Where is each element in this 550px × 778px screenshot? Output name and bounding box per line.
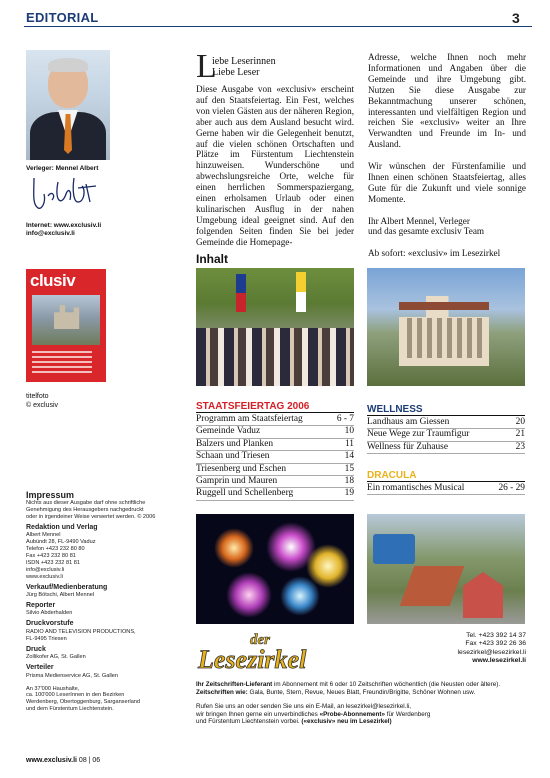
lesezirkel-text: Ihr Zeitschriften-Lieferant im Abonnement mit 6 oder 10 Zeitschriften wöchentlich (die Neusten oder ältere). Zeitschriften wie: Gala, Bunte, Stern, Revue, Neues Blatt, Freundin/Brigitte, Schöner Wohnen usw. Rufen Sie uns an oder senden Sie uns ein E-Mail, an lesezirkel@lesezirkel.li, wir bringen Ihnen gerne ein unverbindliches «Probe-Abonnement» für Werdenberg und Fürstentum Liechtenstein vorbei. («exclusiv» neu im Lesezirkel) bbox=[196, 681, 501, 726]
toc-heading: WELLNESS bbox=[367, 404, 423, 415]
impressum-line: RADIO AND TELEVISION PRODUCTIONS, bbox=[26, 628, 136, 635]
letter-greeting bbox=[212, 56, 276, 78]
lz-web[interactable]: www.lesezirkel.li bbox=[472, 656, 526, 664]
impressum-website[interactable]: www.exclusiv.li bbox=[26, 573, 63, 580]
distribution-line: Werdenberg, Obertoggenburg, Sarganserland bbox=[26, 699, 141, 706]
impressum-heading: Verkauf/Medienberatung bbox=[26, 583, 108, 591]
toc-item[interactable]: Gemeinde Vaduz 10 bbox=[196, 426, 354, 438]
page-number: 3 bbox=[512, 10, 520, 26]
footer bbox=[26, 757, 100, 764]
toc-wellness bbox=[367, 404, 525, 454]
titelfoto-label: titelfoto bbox=[26, 393, 49, 400]
cover-thumbnail bbox=[26, 269, 106, 382]
titelfoto-credit: © exclusiv bbox=[26, 401, 58, 409]
impressum-heading: Verteiler bbox=[26, 664, 54, 672]
dracula-photo bbox=[367, 514, 525, 624]
lz-email[interactable]: lesezirkel@lesezirkel.li bbox=[457, 648, 526, 656]
toc-item[interactable]: Ein romantisches Musical 26 - 29 bbox=[367, 483, 525, 495]
signature-image bbox=[28, 172, 98, 216]
logo-lesezirkel: Lesezirkel bbox=[198, 645, 307, 672]
fireworks-photo bbox=[196, 514, 354, 624]
distribution-line: und dem Fürstentum Liechtenstein. bbox=[26, 706, 114, 713]
publisher-portrait bbox=[26, 50, 110, 160]
logo-der: der bbox=[250, 632, 270, 648]
footer-url[interactable]: www.exclusiv.li bbox=[26, 757, 77, 764]
toc-dracula bbox=[367, 470, 525, 495]
impressum-heading: Redaktion und Verlag bbox=[26, 523, 98, 531]
impressum-line: Jürg Bötschi, Albert Mennel bbox=[26, 592, 95, 599]
toc-item[interactable]: Programm am Staatsfeiertag 6 - 7 bbox=[196, 414, 354, 426]
staatsfeiertag-photo bbox=[196, 268, 354, 386]
lz-tel: Tel. +423 392 14 37 bbox=[466, 632, 526, 639]
impressum-email[interactable]: info@exclusiv.li bbox=[26, 566, 65, 573]
toc-item[interactable]: Landhaus am Giessen 20 bbox=[367, 417, 525, 429]
cover-masthead: clusiv bbox=[30, 271, 76, 290]
letter-ps: Ab sofort: «exclusiv» im Lesezirkel bbox=[368, 248, 501, 259]
impressum bbox=[26, 490, 186, 713]
toc-heading: STAATSFEIERTAG 2006 bbox=[196, 401, 310, 412]
impressum-notice-line: oder in irgendeiner Weise verwertet werden. © 2006 bbox=[26, 513, 156, 520]
impressum-heading: Druckvorstufe bbox=[26, 620, 74, 628]
lesezirkel-contact bbox=[386, 632, 526, 665]
greeting-line-1: iebe Leserinnen bbox=[212, 56, 276, 67]
impressum-line: Fax +423 232 80 81 bbox=[26, 552, 76, 559]
toc-heading: DRACULA bbox=[367, 470, 417, 481]
toc-item[interactable]: Schaan und Triesen 14 bbox=[196, 451, 354, 463]
section-title: EDITORIAL bbox=[26, 10, 99, 25]
toc-item[interactable]: Balzers und Planken 11 bbox=[196, 439, 354, 451]
impressum-line: ISDN +423 232 81 81 bbox=[26, 559, 80, 566]
impressum-line: Aubündt 28, FL-9490 Vaduz bbox=[26, 539, 96, 546]
impressum-line: Telefon +423 232 80 80 bbox=[26, 546, 85, 553]
lz-fax: Fax +423 392 26 36 bbox=[465, 640, 526, 648]
letter-column-2 bbox=[368, 52, 526, 270]
lesezirkel-logo bbox=[196, 630, 354, 672]
cover-caption bbox=[26, 393, 58, 410]
impressum-title: Impressum bbox=[26, 490, 75, 500]
distribution-line: ca. 100'000 LeserInnen in den Bezirken bbox=[26, 692, 125, 699]
impressum-heading: Druck bbox=[26, 645, 46, 653]
impressum-heading: Reporter bbox=[26, 601, 56, 609]
distribution-line: An 37'000 Haushalte, bbox=[26, 685, 80, 692]
impressum-line: Silvio Abderhalden bbox=[26, 610, 73, 617]
impressum-line: Prisma Medienservice AG, St. Gallen bbox=[26, 672, 119, 679]
footer-issue: 08 | 06 bbox=[78, 757, 101, 764]
dropcap: L bbox=[196, 48, 217, 85]
toc-item[interactable]: Gamprin und Mauren 18 bbox=[196, 476, 354, 488]
toc-item[interactable]: Wellness für Zuhause 23 bbox=[367, 442, 525, 454]
impressum-line: FL-9495 Triesen bbox=[26, 635, 67, 642]
contact-block bbox=[26, 222, 101, 238]
toc-staatsfeiertag bbox=[196, 401, 354, 501]
email-link[interactable]: info@exclusiv.li bbox=[26, 230, 75, 237]
letter-paragraph: Wir wünschen der Fürstenfamilie und Ihnen einen schönen Staatsfeiertag, alles Gute für die Zukunft und viele sonnige Momente. bbox=[368, 161, 526, 204]
impressum-notice-line: Genehmigung des Herausgebers nachgedruckt bbox=[26, 506, 144, 513]
letter-paragraph: Adresse, welche Ihnen noch mehr Informationen und Angaben über die Gemeinde und ihre Umgebung gibt. Nutzen Sie diese Ausgabe zur Bekanntmachung unserer schönen, interessanten und vielfältigen Region und reichen Sie «exclusiv» weiter an Ihre Verwandten und Freunde im In- und Ausland. bbox=[368, 52, 526, 150]
letter-column-1: Diese Ausgabe von «exclusiv» erscheint auf den Staatsfeiertag. Ein Fest, welches von vielen Gästen aus der näheren Region, aber auch aus dem Ausland besucht wird. Gerne haben wir die Gelegenheit benutzt, auf die vielen schönen Ortschaften und Plätze im Fürstentum Liechtenstein hinzuweisen. Wunderschöne und abwechslungsreiche Orte, welche für einen herrlichen Sommerspaziergang, einen erholsamen Urlaub oder einen kulinarischen Ausflug in der nahen Umgebung ideal geeignet sind. Auf den folgenden Seiten finden Sie bei jeder Gemeinde die Homepage- bbox=[196, 84, 354, 247]
header-rule bbox=[24, 26, 532, 27]
impressum-line: Zollikofer AG, St. Gallen bbox=[26, 654, 86, 661]
toc-item[interactable]: Neue Wege zur Traumfigur 21 bbox=[367, 429, 525, 441]
website-link[interactable]: Internet: www.exclusiv.li bbox=[26, 222, 102, 229]
letter-signoff: Ihr Albert Mennel, Verleger und das gesamte exclusiv Team bbox=[368, 215, 485, 237]
contents-title: Inhalt bbox=[196, 252, 229, 266]
publisher-caption: Verleger: Mennel Albert bbox=[26, 165, 99, 172]
landhaus-photo bbox=[367, 268, 525, 386]
toc-item[interactable]: Ruggell und Schellenberg 19 bbox=[196, 488, 354, 500]
impressum-notice-line: Nichts aus dieser Ausgabe darf ohne schriftliche bbox=[26, 500, 146, 506]
impressum-line: Albert Mennel bbox=[26, 532, 61, 539]
greeting-line-2: Liebe Leser bbox=[212, 67, 260, 78]
toc-item[interactable]: Triesenberg und Eschen 15 bbox=[196, 464, 354, 476]
